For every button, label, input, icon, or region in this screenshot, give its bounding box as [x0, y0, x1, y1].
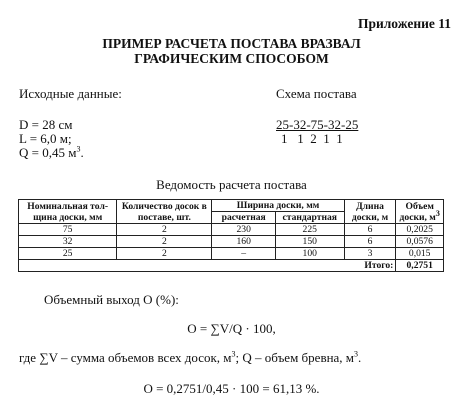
cell-length: 6	[344, 224, 396, 236]
cell-count: 2	[117, 224, 212, 236]
total-label: Итого:	[19, 260, 396, 272]
table-caption: Ведомость расчета постава	[156, 177, 307, 192]
scheme-sizes: 25-32-75-32-25	[276, 117, 359, 132]
title-line-1: ПРИМЕР РАСЧЕТА ПОСТАВА ВРАЗВАЛ	[102, 36, 361, 51]
cell-length: 3	[344, 248, 396, 260]
table-total-row	[19, 260, 444, 272]
cell-calc: 230	[212, 224, 275, 236]
cell-std: 225	[275, 224, 344, 236]
cell-thickness: 75	[19, 224, 117, 236]
cell-volume: 0,015	[396, 248, 444, 260]
formula-explanation	[19, 350, 361, 365]
header-length: Длина доски, м	[344, 200, 396, 224]
scheme-counts: 1 1 2 1 1	[281, 131, 343, 146]
header-nominal: Номинальная тол-щина доски, мм	[19, 200, 117, 224]
board-table	[18, 199, 444, 272]
table-row	[19, 236, 444, 248]
explanation-part-c: .	[358, 350, 362, 365]
table-row	[19, 248, 444, 260]
param-d: D = 28 см	[19, 117, 73, 132]
formula-result: O = 0,2751/0,45 · 100 = 61,13 %.	[143, 381, 320, 396]
header-volume-sup: 3	[435, 208, 440, 218]
cell-volume: 0,2025	[396, 224, 444, 236]
explanation-sup-1: 3	[231, 349, 236, 359]
param-q-end: .	[80, 145, 84, 160]
yield-label: Объемный выход O (%):	[44, 292, 179, 307]
cell-count: 2	[117, 236, 212, 248]
explanation-part-a: где ∑V – сумма объемов всех досок, м	[19, 350, 232, 365]
cell-calc: 160	[212, 236, 275, 248]
header-width-std: стандартная	[275, 212, 344, 224]
header-width: Ширина доски, мм	[212, 200, 344, 212]
cell-calc: –	[212, 248, 275, 260]
cell-length: 6	[344, 236, 396, 248]
initial-data-label: Исходные данные:	[19, 86, 122, 101]
total-value: 0,2751	[396, 260, 444, 272]
scheme-label: Схема постава	[276, 86, 357, 101]
header-count: Количество досок в поставе, шт.	[117, 200, 212, 224]
cell-thickness: 32	[19, 236, 117, 248]
cell-volume: 0,0576	[396, 236, 444, 248]
appendix-label: Приложение 11	[357, 16, 451, 31]
explanation-part-b: ; Q – объем бревна, м	[235, 350, 355, 365]
cell-thickness: 25	[19, 248, 117, 260]
param-q	[19, 145, 84, 160]
header-width-calc: расчетная	[212, 212, 275, 224]
table-row	[19, 224, 444, 236]
cell-std: 100	[275, 248, 344, 260]
cell-count: 2	[117, 248, 212, 260]
param-l: L = 6,0 м;	[19, 131, 72, 146]
param-q-sup: 3	[76, 144, 81, 154]
cell-std: 150	[275, 236, 344, 248]
explanation-sup-2: 3	[354, 349, 359, 359]
header-volume	[396, 200, 444, 224]
header-volume-text: Объем доски, м	[399, 200, 436, 223]
param-q-text: Q = 0,45 м	[19, 145, 77, 160]
formula-yield: O = ∑V/Q · 100,	[187, 321, 276, 336]
title-line-2: ГРАФИЧЕСКИМ СПОСОБОМ	[134, 51, 329, 66]
